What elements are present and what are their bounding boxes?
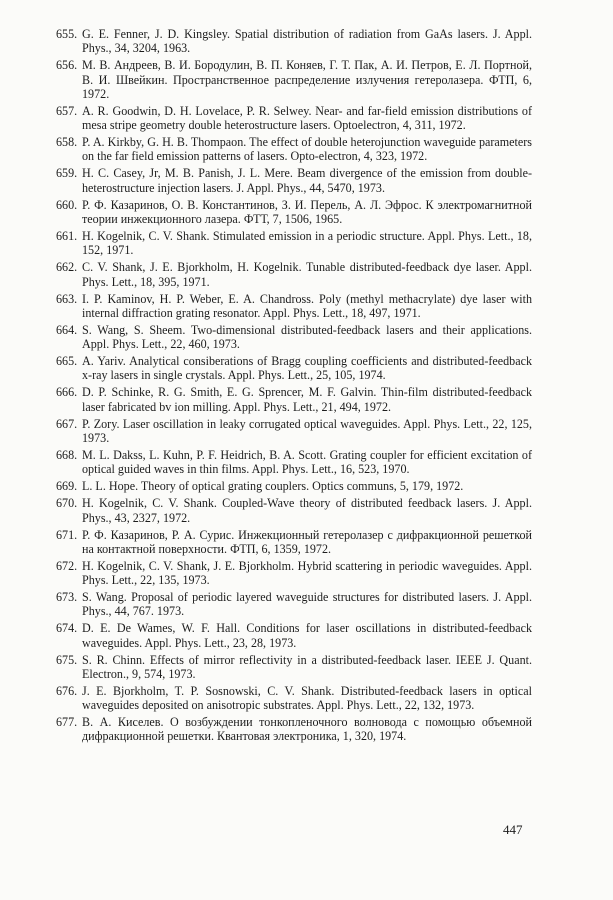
reference-item [56, 354, 532, 383]
reference-text: C. V. Shank, J. E. Bjorkholm, H. Kogelnik. Tunable distributed-feedback dye laser. Appl. Phys. Lett., 18, 395, 1971. [82, 260, 532, 289]
reference-item [56, 653, 532, 682]
reference-item [56, 198, 532, 227]
reference-text: P. A. Kirkby, G. H. B. Thompaon. The effect of double heterojunction waveguide parameters on the far field emission patterns of lasers. Opto-electron, 4, 323, 1972. [82, 135, 532, 164]
reference-number: 674. [56, 621, 78, 636]
reference-text: G. E. Fenner, J. D. Kingsley. Spatial distribution of radiation from GaAs lasers. J. Appl. Phys., 34, 3204, 1963. [82, 27, 532, 56]
reference-text: H. Kogelnik, C. V. Shank, J. E. Bjorkholm. Hybrid scattering in periodic waveguides. Appl. Phys. Lett., 22, 135, 1973. [82, 558, 532, 588]
reference-number: 660. [56, 197, 78, 212]
reference-number: 665. [56, 354, 78, 369]
reference-number: 675. [56, 652, 78, 667]
page-number: 447 [503, 822, 523, 837]
reference-number: 664. [56, 322, 78, 337]
reference-item [56, 104, 532, 133]
reference-item [56, 528, 532, 557]
reference-item [56, 448, 532, 477]
reference-text: J. E. Bjorkholm, T. P. Sosnowski, C. V. Shank. Distributed-feedback lasers in optical waveguides deposited on anisotropic substrates. Appl. Phys. Lett., 22, 132, 1973. [82, 683, 532, 713]
reference-text: H. C. Casey, Jr, M. B. Panish, J. L. Mere. Beam divergence of the emission from double-heterostructure injection lasers. J. Appl. Phys., 44, 5470, 1973. [82, 166, 532, 195]
reference-number: 659. [56, 166, 78, 181]
reference-item [56, 229, 532, 258]
reference-text: S. Wang. Proposal of periodic layered waveguide structures for distributed lasers. J. Appl. Phys., 44, 767. 1973. [82, 590, 532, 619]
reference-text: A. R. Goodwin, D. H. Lovelace, P. R. Selwey. Near- and far-field emission distributions of mesa stripe geometry double heterostructure lasers. Optoelectron, 4, 311, 1972. [82, 103, 532, 133]
reference-text: M. L. Dakss, L. Kuhn, P. F. Heidrich, B. A. Scott. Grating coupler for efficient excitation of optical guided waves in thin films. Appl. Phys. Lett., 16, 523, 1970. [82, 447, 532, 477]
reference-item [56, 135, 532, 164]
reference-item [56, 58, 532, 101]
reference-number: 661. [56, 228, 78, 243]
reference-number: 657. [56, 103, 78, 118]
reference-item [56, 559, 532, 588]
reference-item [56, 166, 532, 195]
reference-number: 677. [56, 715, 78, 730]
reference-item [56, 260, 532, 289]
reference-number: 655. [56, 27, 78, 41]
reference-number: 662. [56, 260, 78, 275]
reference-number: 656. [56, 58, 78, 73]
reference-text: S. R. Chinn. Effects of mirror reflectivity in a distributed-feedback laser. IEEE J. Quant. Electron., 9, 574, 1973. [82, 652, 532, 681]
reference-number: 671. [56, 527, 78, 542]
reference-text: В. А. Киселев. О возбуждении тонкопленочного волновода с помощью объемной дифракционной решетки. Квантовая электроника, 1, 320, 1974. [82, 715, 532, 744]
reference-number: 667. [56, 416, 78, 431]
reference-number: 676. [56, 683, 78, 698]
reference-text: D. E. De Wames, W. F. Hall. Conditions for laser oscillations in distributed-feedback waveguides. Appl. Phys. Lett., 23, 28, 1973. [82, 621, 532, 650]
reference-item [56, 621, 532, 650]
reference-text: L. L. Hope. Theory of optical grating couplers. Optics communs, 5, 179, 1972. [82, 479, 464, 494]
reference-text: Р. Ф. Казаринов, Р. А. Сурис. Инжекционный гетеролазер с дифракционной решеткой на контактной поверхности. ФТП, 6, 1359, 1972. [82, 527, 532, 556]
reference-item [56, 385, 532, 414]
reference-item [56, 417, 532, 446]
reference-number: 658. [56, 135, 78, 150]
reference-item [56, 27, 532, 56]
reference-item [56, 684, 532, 713]
reference-item [56, 590, 532, 619]
reference-text: P. Zory. Laser oscillation in leaky corrugated optical waveguides. Appl. Phys. Lett., 22, 125, 1973. [82, 416, 532, 445]
reference-text: S. Wang, S. Sheem. Two-dimensional distributed-feedback lasers and their applications. Appl. Phys. Lett., 22, 460, 1973. [82, 322, 532, 352]
reference-list [56, 27, 532, 746]
reference-item [56, 715, 532, 744]
reference-number: 668. [56, 447, 78, 462]
reference-text: H. Kogelnik, C. V. Shank. Coupled-Wave theory of distributed feedback lasers. J. Appl. Phys., 43, 2327, 1972. [82, 496, 532, 525]
reference-number: 666. [56, 385, 78, 400]
reference-number: 670. [56, 496, 78, 511]
reference-item [56, 479, 532, 493]
reference-number: 663. [56, 291, 78, 306]
reference-item [56, 323, 532, 352]
reference-text: D. P. Schinke, R. G. Smith, E. G. Sprencer, M. F. Galvin. Thin-film distributed-feedback laser fabricated bv ion milling. Appl. Phys. Lett., 21, 494, 1972. [82, 385, 532, 414]
reference-text: H. Kogelnik, C. V. Shank. Stimulated emission in a periodic structure. Appl. Phys. Lett., 18, 152, 1971. [82, 228, 532, 258]
reference-item [56, 496, 532, 525]
reference-text: I. P. Kaminov, H. P. Weber, E. A. Chandross. Poly (methyl methacrylate) dye laser with internal diffraction grating resonator. Appl. Phys. Lett., 18, 497, 1971. [82, 291, 532, 320]
reference-number: 673. [56, 590, 78, 605]
reference-item [56, 292, 532, 321]
reference-text: М. В. Андреев, В. И. Бородулин, В. П. Коняев, Г. Т. Пак, А. И. Петров, Е. Л. Портной, В. И. Швейкин. Пространственное распределение излучения гетеролазера. ФТП, 6, 1972. [82, 58, 532, 101]
reference-number: 669. [56, 479, 78, 494]
reference-number: 672. [56, 558, 78, 573]
reference-text: A. Yariv. Analytical consiberations of Bragg coupling coefficients and distributed-feedback x-ray lasers in single crystals. Appl. Phys. Lett., 25, 105, 1974. [82, 354, 532, 383]
reference-text: Р. Ф. Казаринов, О. В. Константинов, З. И. Перель, А. Л. Эфрос. К электромагнитной теории инжекционного лазера. ФТТ, 7, 1506, 1965. [82, 197, 532, 226]
